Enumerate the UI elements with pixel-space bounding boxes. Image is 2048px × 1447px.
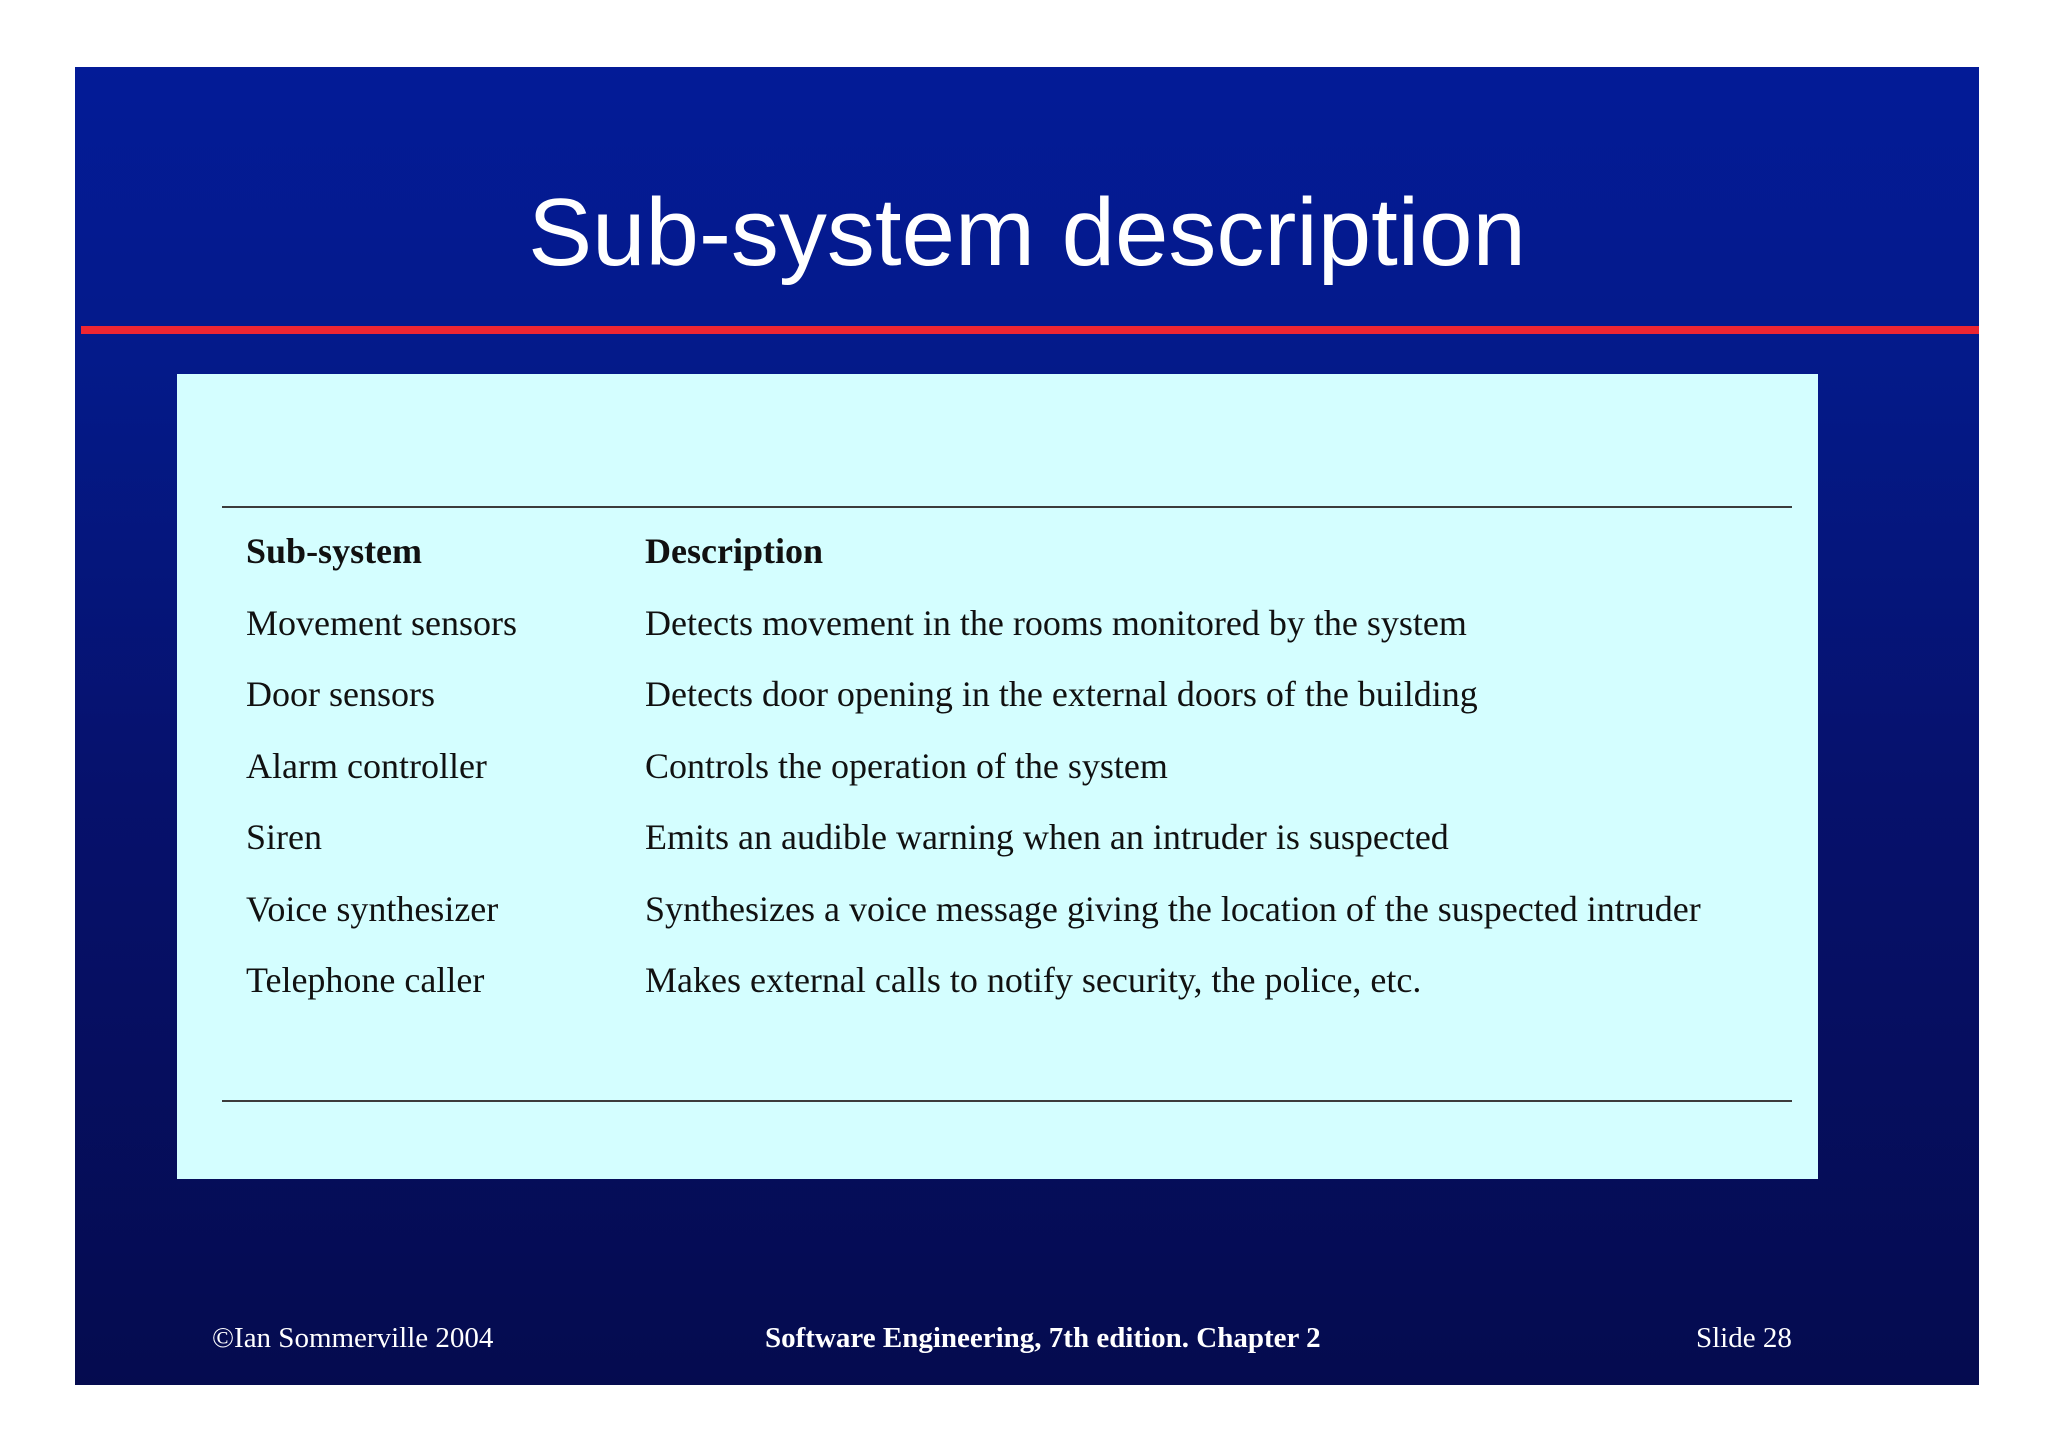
table-top-rule xyxy=(222,506,1792,508)
table-row xyxy=(177,673,1818,733)
description-cell: Emits an audible warning when an intruder is suspected xyxy=(645,817,1449,857)
table-row xyxy=(177,816,1818,876)
subsystem-cell: Telephone caller xyxy=(246,960,485,1000)
footer-slide-number: Slide 28 xyxy=(1696,1322,1792,1354)
description-cell: Makes external calls to notify security, the police, etc. xyxy=(645,960,1422,1000)
subsystem-cell: Door sensors xyxy=(246,674,435,714)
title-divider xyxy=(81,326,1979,334)
subsystem-cell: Movement sensors xyxy=(246,603,517,643)
description-cell: Controls the operation of the system xyxy=(645,746,1168,786)
table-header-row xyxy=(177,530,1818,590)
header-description: Description xyxy=(645,531,823,571)
subsystem-cell: Voice synthesizer xyxy=(246,889,499,929)
description-cell: Detects movement in the rooms monitored by the system xyxy=(645,603,1467,643)
slide-footer xyxy=(75,1322,1979,1362)
footer-book-title: Software Engineering, 7th edition. Chapter 2 xyxy=(765,1322,1321,1354)
description-cell: Synthesizes a voice message giving the location of the suspected intruder xyxy=(645,889,1701,929)
header-subsystem: Sub-system xyxy=(246,531,423,571)
description-cell: Detects door opening in the external doors of the building xyxy=(645,674,1478,714)
table-row xyxy=(177,888,1818,948)
table-row xyxy=(177,959,1818,1019)
subsystem-cell: Alarm controller xyxy=(246,746,487,786)
table-row xyxy=(177,745,1818,805)
slide-title: Sub-system description xyxy=(528,179,1526,286)
slide xyxy=(75,67,1979,1385)
table-bottom-rule xyxy=(222,1100,1792,1102)
table-panel xyxy=(177,374,1818,1179)
subsystem-cell: Siren xyxy=(246,817,322,857)
footer-copyright: ©Ian Sommerville 2004 xyxy=(212,1322,494,1354)
table-row xyxy=(177,602,1818,662)
